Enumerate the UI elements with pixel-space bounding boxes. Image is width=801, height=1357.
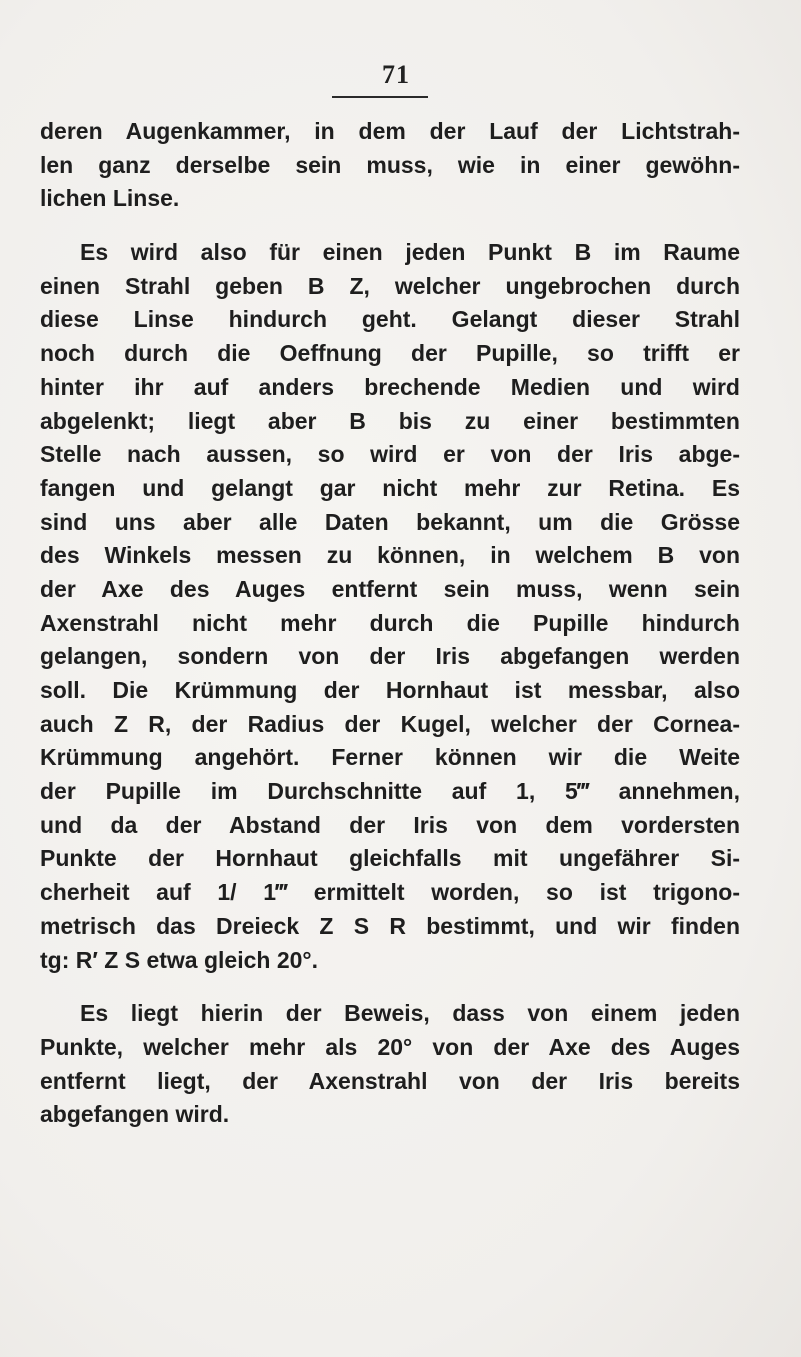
text-line: der Pupille im Durchschnitte auf 1, 5‴ annehmen, <box>40 778 740 805</box>
text-line: Krümmung angehört. Ferner können wir die Weite <box>40 744 740 771</box>
text-line: Es liegt hierin der Beweis, dass von einem jeden <box>80 1000 740 1027</box>
text-line: len ganz derselbe sein muss, wie in einer gewöhn- <box>40 151 740 178</box>
text-line: Es wird also für einen jeden Punkt B im Raume <box>80 239 740 266</box>
text-line: gelangen, sondern von der Iris abgefangen werden <box>40 643 740 670</box>
text-line: Stelle nach aussen, so wird er von der Iris abge- <box>40 441 740 468</box>
text-line: abgelenkt; liegt aber B bis zu einer bestimmten <box>40 407 740 434</box>
text-line: soll. Die Krümmung der Hornhaut ist messbar, also <box>40 677 740 703</box>
page-number: 71 <box>382 60 410 89</box>
text-line: tg: R′ Z S etwa gleich 20°. <box>40 946 318 973</box>
paragraph-1 <box>40 115 740 216</box>
paragraph-2 <box>40 236 740 977</box>
text-line: Axenstrahl nicht mehr durch die Pupille hindurch <box>40 609 740 636</box>
text-line: metrisch das Dreieck Z S R bestimmt, und wir finden <box>40 912 740 939</box>
paragraph-3 <box>40 997 740 1132</box>
text-line: abgefangen wird. <box>40 1101 230 1128</box>
text-line: Punkte, welcher mehr als 20° von der Axe des Auges <box>40 1033 740 1060</box>
text-line: lichen Linse. <box>40 185 180 212</box>
text-line: hinter ihr auf anders brechende Medien und wird <box>40 373 740 400</box>
body-text <box>40 115 740 1132</box>
text-line: auch Z R, der Radius der Kugel, welcher der Cornea- <box>40 710 740 737</box>
text-line: entfernt liegt, der Axenstrahl von der Iris bereits <box>40 1067 740 1094</box>
text-line: einen Strahl geben B Z, welcher ungebrochen durch <box>40 272 740 299</box>
text-line: Punkte der Hornhaut gleichfalls mit ungefährer Si- <box>40 845 740 872</box>
text-line: deren Augenkammer, in dem der Lauf der Lichtstrah- <box>40 118 740 144</box>
header-rule <box>332 96 428 98</box>
text-line: cherheit auf 1/ 1‴ ermittelt worden, so ist trigono- <box>40 879 740 906</box>
text-line: diese Linse hindurch geht. Gelangt dieser Strahl <box>40 306 740 333</box>
text-line: und da der Abstand der Iris von dem vordersten <box>40 811 740 838</box>
text-line: der Axe des Auges entfernt sein muss, wenn sein <box>40 575 740 602</box>
text-line: des Winkels messen zu können, in welchem B von <box>40 542 740 569</box>
text-line: sind uns aber alle Daten bekannt, um die Grösse <box>40 508 740 535</box>
text-line: noch durch die Oeffnung der Pupille, so trifft er <box>40 340 740 367</box>
text-line: fangen und gelangt gar nicht mehr zur Retina. Es <box>40 474 740 501</box>
